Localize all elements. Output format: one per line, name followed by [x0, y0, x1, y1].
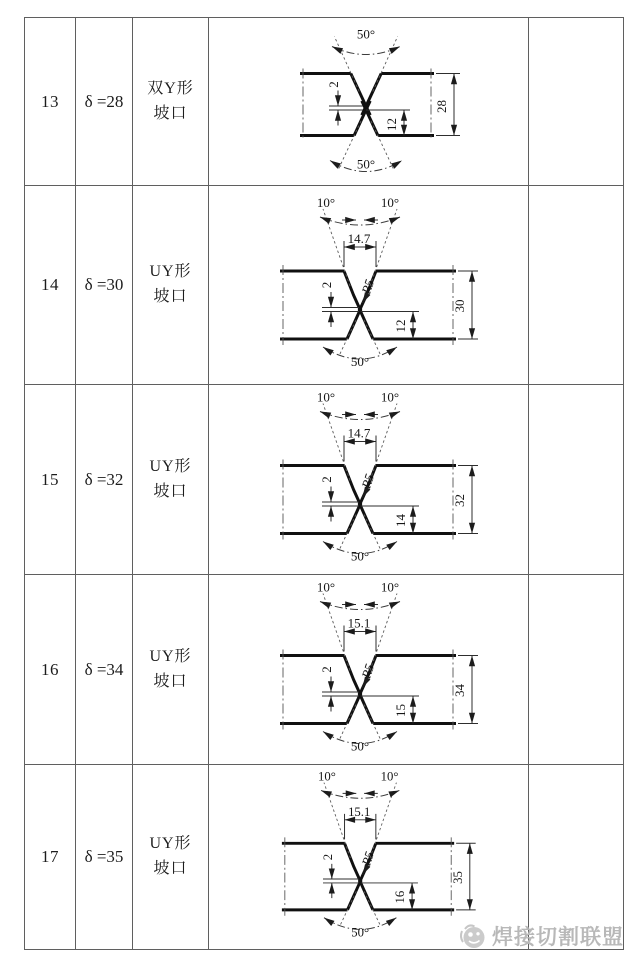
uy-groove-drawing: [210, 385, 528, 574]
groove-drawing-cell: [209, 186, 529, 384]
thickness-spec: δ =35: [76, 765, 133, 949]
dim-root-face-label: 2: [318, 476, 334, 483]
dim-right-angle-label: 10°: [380, 389, 399, 405]
row-number: 13: [25, 18, 76, 185]
remark-cell: [529, 18, 623, 185]
dim-lower-depth-label: 15: [392, 704, 408, 717]
groove-drawing-cell: [209, 385, 529, 574]
dim-bottom-angle-label: 50°: [356, 156, 375, 172]
dim-top-angle-label: 50°: [356, 26, 375, 42]
dim-radius-label: R5: [357, 471, 377, 491]
thickness-spec: δ =34: [76, 575, 133, 764]
dim-right-angle-label: 10°: [380, 579, 399, 595]
dim-left-angle-label: 10°: [316, 579, 335, 595]
table-row: [25, 385, 623, 575]
watermark-logo-icon: [458, 921, 488, 951]
row-number: 16: [25, 575, 76, 764]
thickness-spec: δ =28: [76, 18, 133, 185]
dim-left-angle-label: 10°: [317, 769, 336, 784]
plate-edge-centerlines: [283, 650, 453, 730]
uy-groove-drawing: [210, 186, 528, 384]
remark-cell: [529, 575, 623, 764]
row-number: 15: [25, 385, 76, 574]
table-row: [25, 18, 623, 186]
dim-plate-thickness-label: 32: [451, 494, 467, 507]
plate-edge-centerlines: [283, 265, 453, 345]
watermark-text: 焊接切割联盟: [492, 926, 624, 949]
thickness-spec: δ =30: [76, 186, 133, 384]
groove-type-name: UY形坡口: [133, 765, 209, 949]
dim-bottom-angle-label: 50°: [350, 354, 369, 369]
table-row: [25, 575, 623, 765]
dim-opening-width-label: 14.7: [347, 425, 370, 441]
groove-type-name: UY形坡口: [133, 186, 209, 384]
thickness-spec: δ =32: [76, 385, 133, 574]
dim-right-angle-label: 10°: [380, 195, 399, 210]
dim-opening-width-label: 14.7: [347, 231, 370, 246]
groove-spec-table: [24, 17, 624, 950]
plate-edge-centerlines: [283, 460, 453, 540]
dim-lower-depth-label: 12: [392, 319, 408, 333]
bevel-extension-lines: [323, 783, 395, 925]
dim-lower-depth-label: 12: [383, 118, 399, 131]
dim-left-angle-label: 10°: [316, 195, 335, 210]
row-number: 14: [25, 186, 76, 384]
dim-radius-label: R5: [358, 849, 377, 868]
groove-type-name: UY形坡口: [133, 385, 209, 574]
groove-type-name: UY形坡口: [133, 575, 209, 764]
dim-plate-thickness-label: 34: [451, 684, 467, 697]
dim-root-face-label: 2: [318, 281, 334, 289]
dim-lower-depth-label: 14: [392, 514, 408, 527]
dim-right-angle-label: 10°: [380, 769, 398, 784]
dim-left-angle-label: 10°: [316, 389, 335, 405]
row-number: 17: [25, 765, 76, 949]
dim-root-face-label: 2: [318, 666, 334, 673]
watermark: [458, 921, 624, 951]
table-row: [25, 186, 623, 385]
dim-lower-depth-label: 16: [392, 890, 407, 904]
dim-radius-label: R5: [357, 277, 377, 296]
dim-bottom-angle-label: 50°: [350, 738, 369, 754]
plate-edge-centerlines: [284, 837, 450, 915]
uy-groove-drawing: [210, 575, 528, 764]
dim-root-face-label: 2: [325, 81, 341, 88]
groove-drawing-cell: [209, 575, 529, 764]
dim-root-face-label: 2: [320, 853, 335, 861]
dim-radius-label: R5: [357, 661, 377, 681]
dim-bottom-angle-label: 50°: [350, 548, 369, 564]
dim-opening-width-label: 15.1: [347, 804, 370, 819]
groove-drawing-cell: [209, 18, 529, 185]
remark-cell: [529, 385, 623, 574]
dim-plate-thickness-label: 35: [450, 871, 465, 884]
plate-outline: [300, 74, 434, 136]
dim-opening-width-label: 15.1: [347, 615, 370, 631]
dim-bottom-angle-label: 50°: [350, 925, 369, 940]
dim-plate-thickness-label: 28: [433, 100, 449, 113]
dim-plate-thickness-label: 30: [451, 299, 467, 313]
remark-cell: [529, 186, 623, 384]
double-y-groove-drawing: [210, 18, 528, 185]
groove-type-name: 双Y形坡口: [133, 18, 209, 185]
